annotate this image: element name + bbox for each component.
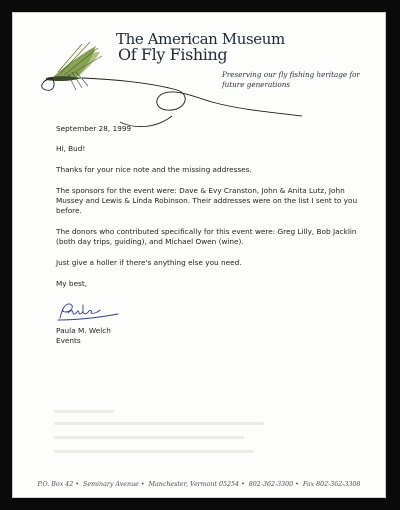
handwritten-signature bbox=[56, 300, 126, 324]
footer-bullet: • bbox=[295, 481, 299, 488]
bleed-through-mark bbox=[54, 410, 114, 413]
museum-name-line2: Of Fly Fishing bbox=[118, 45, 228, 64]
letter-paragraph-3: The donors who contributed specifically for this event were: Greg Lilly, Bob Jacklin (both day trips, guiding), and Michael Owen (wine). bbox=[56, 227, 357, 246]
bleed-through-mark bbox=[54, 422, 264, 425]
museum-name bbox=[116, 32, 285, 63]
bleed-through-mark bbox=[54, 450, 254, 453]
footer-phone: 802-362-3300 bbox=[248, 481, 294, 488]
letter-date: September 28, 1999 bbox=[56, 124, 132, 133]
signer-name: Paula M. Welch bbox=[56, 326, 111, 335]
footer-bullet: • bbox=[140, 481, 145, 488]
letter-paragraph-1: Thanks for your nice note and the missing addresses. bbox=[56, 165, 252, 174]
letter-page bbox=[12, 12, 386, 498]
museum-tagline: Preserving our fly fishing heritage for future generations bbox=[222, 70, 360, 89]
footer-bullet: • bbox=[75, 481, 80, 488]
footer-city: Manchester, Vermont 05254 bbox=[148, 481, 240, 488]
footer-street: Seminary Avenue bbox=[83, 481, 139, 488]
bleed-through-mark bbox=[54, 436, 244, 439]
footer-bullet: • bbox=[241, 481, 245, 488]
footer-fax: Fax 802-362-3308 bbox=[302, 481, 361, 488]
museum-name-line1: The American Museum bbox=[116, 30, 285, 48]
letter-paragraph-2: The sponsors for the event were: Dave & Evy Cranston, John & Anita Lutz, John Mussey and Lewis & Linda Robinson. Their addresses were on the list I sent to you before. bbox=[56, 186, 358, 215]
letter-closing: My best, bbox=[56, 279, 88, 288]
letter-paragraph-4: Just give a holler if there's anything else you need. bbox=[56, 258, 242, 267]
letterhead-footer bbox=[12, 481, 386, 488]
signer-block bbox=[56, 326, 111, 346]
footer-po-box: P.O. Box 42 bbox=[37, 481, 74, 488]
letter-salutation: Hi, Bud! bbox=[56, 144, 86, 153]
letter-body bbox=[56, 124, 372, 300]
signer-title: Events bbox=[56, 336, 81, 345]
